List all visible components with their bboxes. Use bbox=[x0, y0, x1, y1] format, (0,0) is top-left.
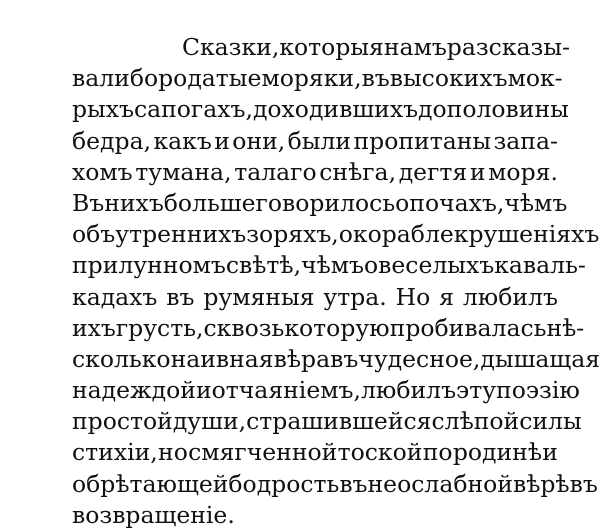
word: свѣтѣ, bbox=[225, 251, 302, 280]
word: о bbox=[395, 188, 410, 217]
word: силы bbox=[519, 407, 582, 436]
word: сквозь bbox=[203, 313, 285, 342]
word: они, bbox=[232, 126, 286, 155]
text-line bbox=[72, 126, 558, 157]
word: до bbox=[418, 95, 447, 124]
word: зоряхъ, bbox=[246, 220, 339, 249]
word: поэзію bbox=[496, 376, 580, 405]
word: вали bbox=[72, 64, 130, 93]
text-line bbox=[72, 63, 563, 94]
word: Но bbox=[395, 282, 431, 311]
word: дышащая bbox=[480, 344, 600, 373]
word: любилъ bbox=[360, 376, 457, 405]
word: въ bbox=[166, 282, 195, 311]
word: румяныя bbox=[203, 282, 315, 311]
word: тумана, bbox=[135, 157, 232, 186]
word: возвращеніе. bbox=[72, 500, 235, 529]
word: вѣрѣ bbox=[512, 469, 570, 498]
text-line bbox=[72, 188, 568, 219]
word: талаго bbox=[234, 157, 317, 186]
text-line bbox=[72, 406, 582, 437]
word: лунномъ bbox=[118, 251, 226, 280]
word: чудесное, bbox=[358, 344, 481, 373]
word: объ bbox=[72, 220, 116, 249]
word: и bbox=[542, 438, 558, 467]
word: и bbox=[195, 376, 212, 405]
word: говорилось bbox=[255, 188, 396, 217]
word: утреннихъ bbox=[115, 220, 247, 249]
word: кадахъ bbox=[72, 282, 158, 311]
word: пробивалась bbox=[389, 313, 547, 342]
word: стихіи, bbox=[72, 438, 158, 467]
word: сапогахъ, bbox=[133, 95, 253, 124]
word: снѣга, bbox=[319, 157, 397, 186]
text-line bbox=[72, 437, 558, 468]
text-line bbox=[72, 94, 569, 125]
word: намъ bbox=[383, 33, 447, 61]
text-line bbox=[72, 500, 558, 531]
word: были bbox=[287, 126, 352, 155]
text-line bbox=[72, 313, 585, 344]
word: смягченной bbox=[188, 438, 338, 467]
word: утра. bbox=[323, 282, 387, 311]
word: чѣмъ bbox=[301, 251, 365, 280]
word: въ bbox=[330, 344, 359, 373]
word: моряки, bbox=[261, 64, 362, 93]
word: и bbox=[469, 157, 486, 186]
word: доходившихъ bbox=[252, 95, 419, 124]
word: я bbox=[439, 282, 454, 311]
text-line bbox=[72, 375, 580, 406]
text-line bbox=[72, 250, 586, 281]
word: почахъ, bbox=[409, 188, 505, 217]
word: отчаяніемъ, bbox=[211, 376, 361, 405]
word: въ bbox=[569, 469, 598, 498]
word: нѣ- bbox=[546, 313, 585, 342]
word: слѣпой bbox=[431, 407, 520, 436]
word: больше bbox=[163, 188, 256, 217]
word: о bbox=[364, 251, 379, 280]
word: о bbox=[338, 220, 353, 249]
word: каваль- bbox=[494, 251, 586, 280]
word: надеждой bbox=[72, 376, 196, 405]
word: простой bbox=[72, 407, 173, 436]
word: но bbox=[158, 438, 188, 467]
word: высокихъ bbox=[389, 64, 508, 93]
word: дегтя bbox=[398, 157, 468, 186]
word: разсказы- bbox=[446, 33, 570, 61]
text-line bbox=[72, 219, 600, 250]
word: ихъ bbox=[72, 313, 116, 342]
word: по bbox=[422, 438, 453, 467]
body-paragraph bbox=[72, 32, 600, 531]
word: любилъ bbox=[462, 282, 558, 311]
word: обрѣтающей bbox=[72, 469, 229, 498]
word: которыя bbox=[279, 33, 384, 61]
word: въ bbox=[339, 469, 368, 498]
word: тоской bbox=[337, 438, 423, 467]
text-line bbox=[72, 157, 558, 188]
word: грусть, bbox=[115, 313, 204, 342]
text-line bbox=[72, 282, 558, 313]
word: какъ bbox=[153, 126, 212, 155]
text-line bbox=[72, 32, 570, 63]
word: пропитаны bbox=[353, 126, 492, 155]
word: чѣмъ bbox=[504, 188, 568, 217]
word: бодрость bbox=[228, 469, 340, 498]
word: сколько bbox=[72, 344, 171, 373]
word: хомъ bbox=[72, 157, 133, 186]
word: вѣра bbox=[273, 344, 331, 373]
word: запа- bbox=[493, 126, 558, 155]
word: и bbox=[214, 126, 230, 155]
word: бедра, bbox=[72, 126, 152, 155]
word: наивная bbox=[170, 344, 274, 373]
word: Въ bbox=[72, 188, 105, 217]
word: эту bbox=[456, 376, 497, 405]
word: неослабной bbox=[367, 469, 513, 498]
word: моря. bbox=[488, 157, 558, 186]
word: нихъ bbox=[104, 188, 164, 217]
word: рыхъ bbox=[72, 95, 134, 124]
word: при bbox=[72, 251, 119, 280]
text-line bbox=[72, 469, 598, 500]
text-line bbox=[72, 344, 600, 375]
word: родинѣ bbox=[452, 438, 542, 467]
word: веселыхъ bbox=[378, 251, 495, 280]
word: въ bbox=[361, 64, 390, 93]
word: страшившейся bbox=[246, 407, 432, 436]
word: половины bbox=[446, 95, 569, 124]
word: души, bbox=[172, 407, 247, 436]
word: бородатые bbox=[129, 64, 262, 93]
word: Сказки, bbox=[182, 33, 280, 61]
word: мок- bbox=[507, 64, 563, 93]
word: которую bbox=[284, 313, 390, 342]
word: кораблекрушеніяхъ bbox=[352, 220, 600, 249]
